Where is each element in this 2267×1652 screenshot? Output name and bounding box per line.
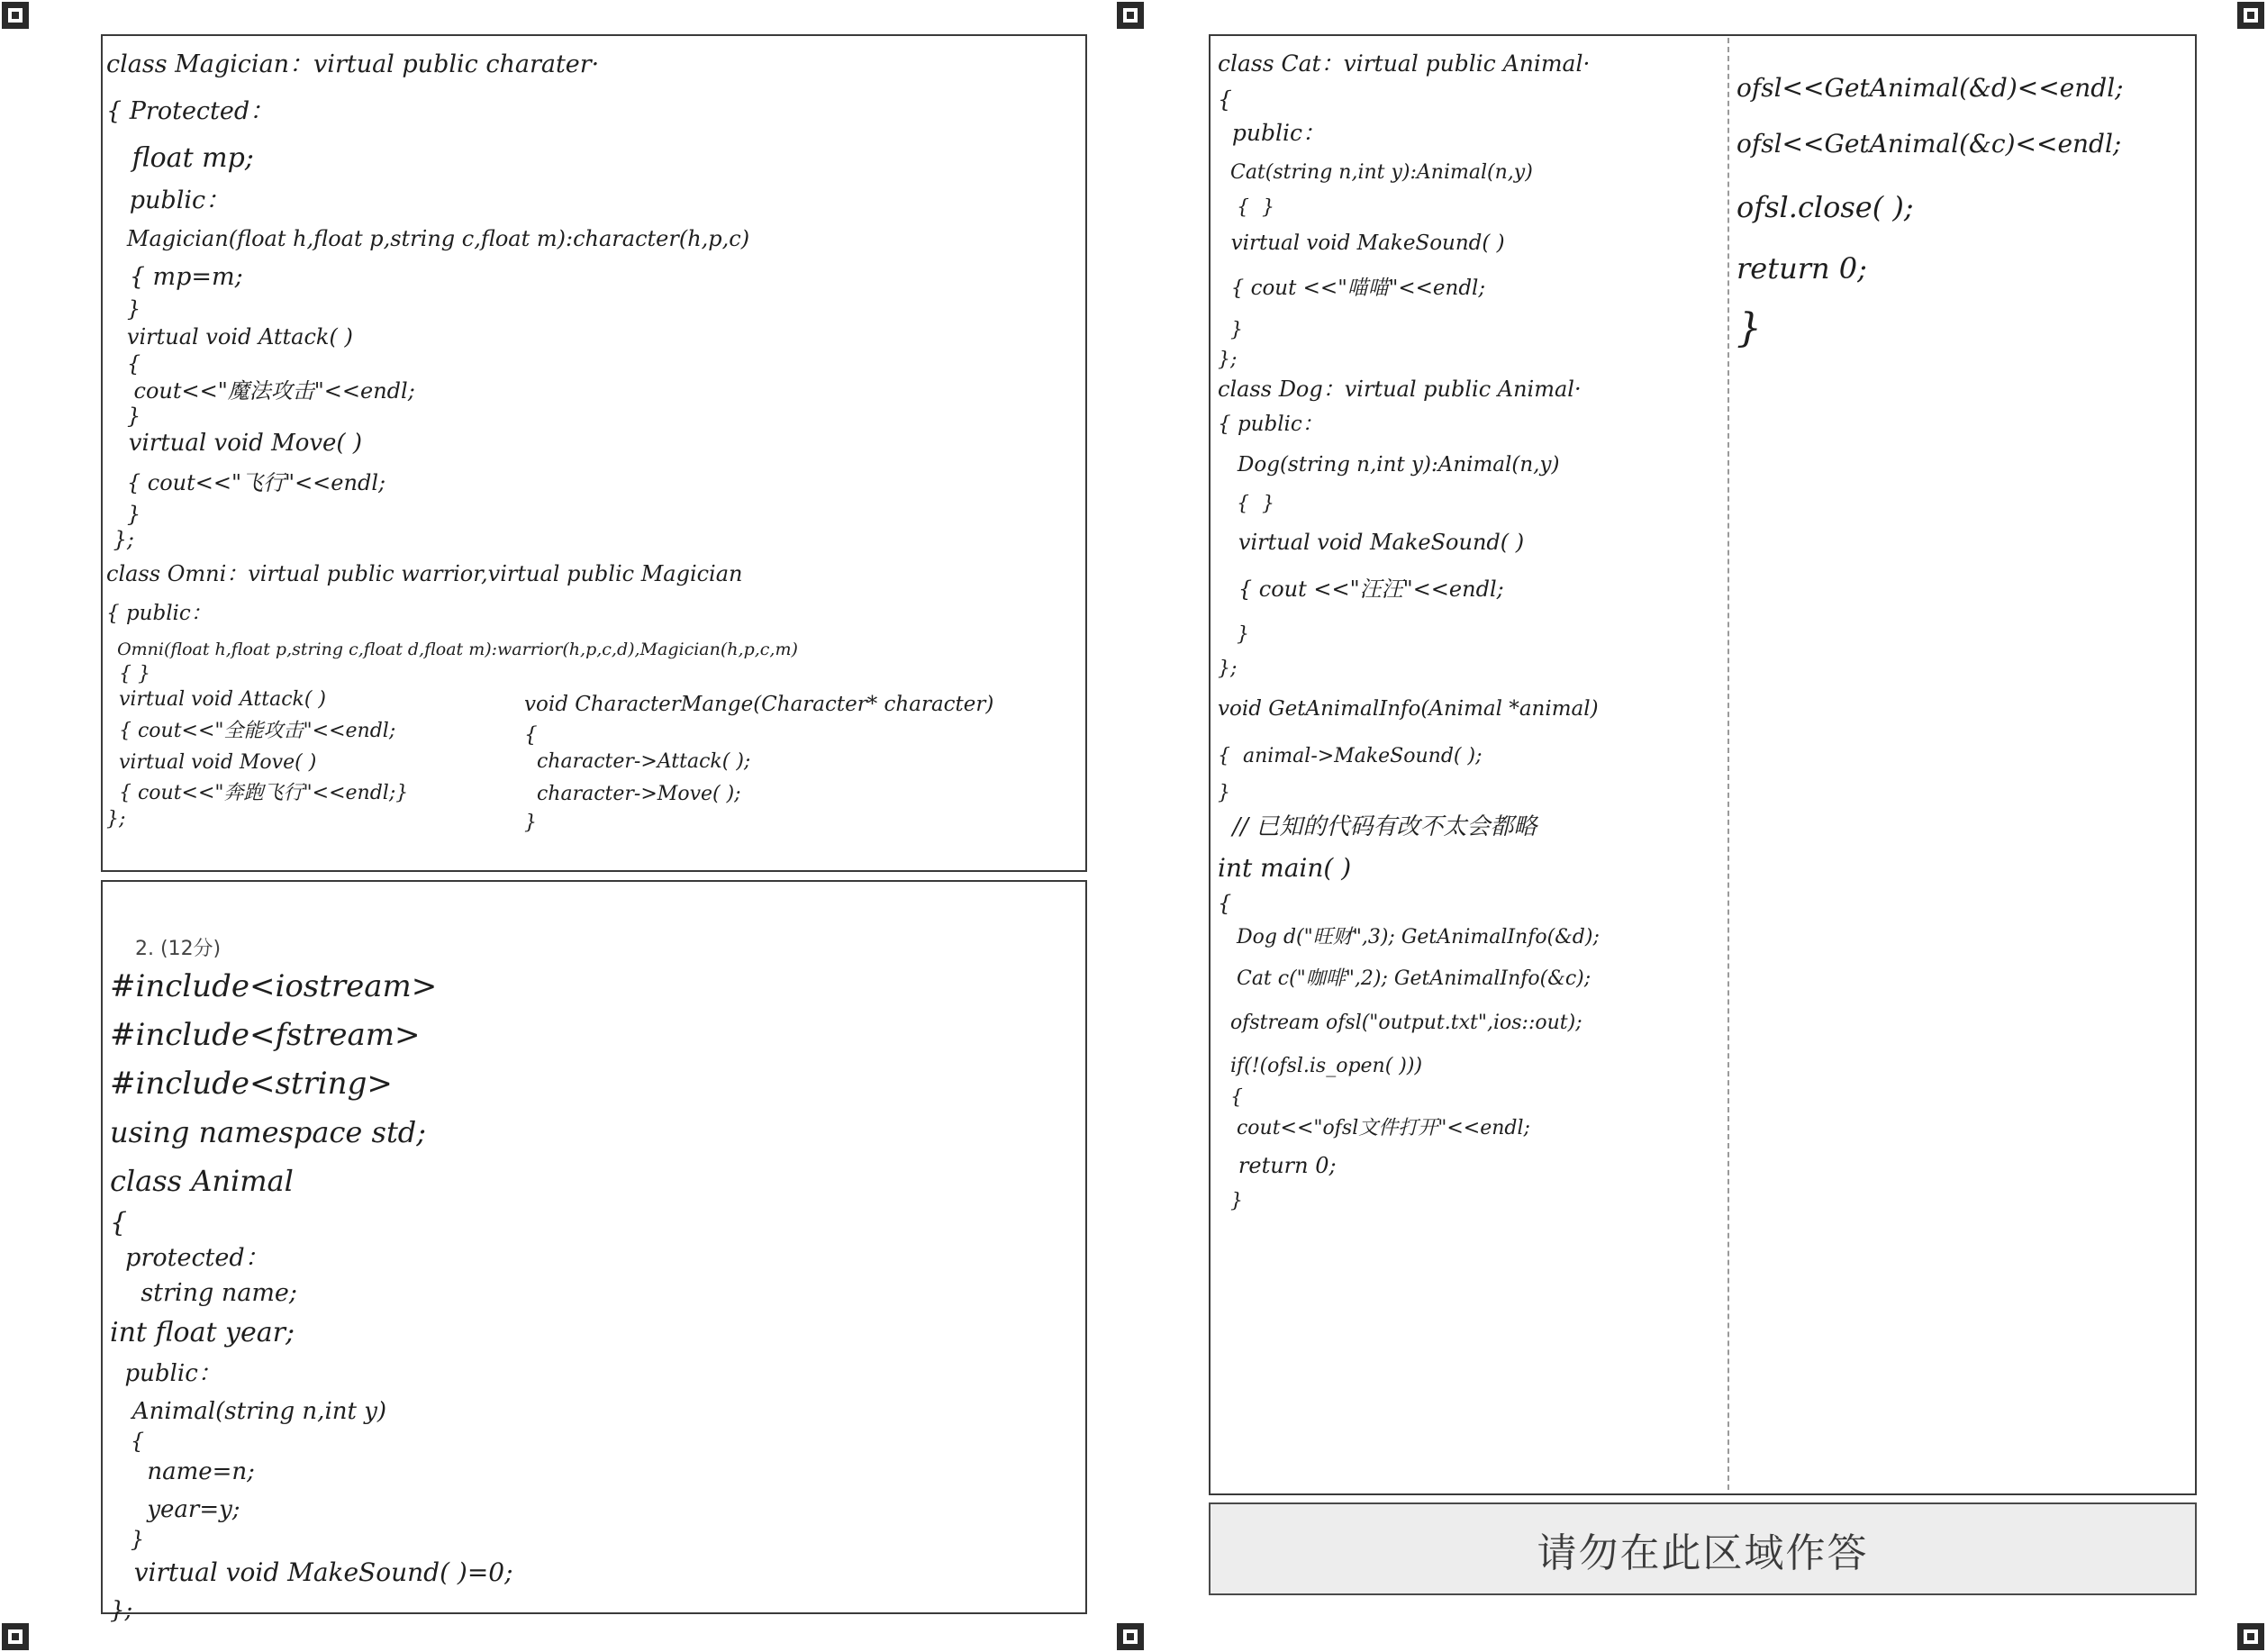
code-line: ofstream ofsl("output.txt",ios::out); [1218,1012,1582,1034]
code-line: ofsl.close( ); [1737,190,1914,224]
code-line: }; [1218,658,1238,680]
code-block-cat-dog-main [1218,41,1722,1220]
code-line: using namespace std; [110,1115,427,1149]
code-line: } [106,502,141,527]
code-line: }; [1218,349,1238,371]
code-line: cout<<"ofsl文件打开"<<endl; [1218,1117,1530,1139]
code-line: { [1218,86,1232,113]
code-line: int float year; [110,1317,295,1348]
no-answer-zone-label: 请勿在此区域作答 [1537,1529,1869,1576]
code-line: virtual void MakeSound( ) [1218,231,1505,255]
code-line: { [106,351,141,377]
code-line: virtual void Move( ) [106,430,362,457]
code-line: } [1218,1190,1243,1212]
code-block-animal [110,962,1074,1627]
code-line: name=n; [110,1458,255,1485]
code-block-character-manage [524,685,1029,836]
code-line: { [1218,1086,1243,1109]
code-line: Magician(float h,float p,string c,float m):character(h,p,c) [106,226,750,251]
code-line: } [106,296,141,322]
code-line: { public： [106,602,212,625]
code-line: { } [1218,196,1274,219]
code-line: { } [106,663,150,685]
code-line: float mp; [106,142,254,174]
column-divider [1727,38,1729,1490]
code-line: int main( ) [1218,853,1352,883]
code-line: }; [106,527,134,552]
code-line: class Omni：virtual public warrior,virtual public Magician [106,561,743,586]
code-line: { cout<<"飞行"<<endl; [106,470,386,495]
code-line: { animal->MakeSound( ); [1218,745,1483,767]
code-line: public： [110,1360,222,1387]
code-line: { cout<<"全能攻击"<<endl; [106,720,396,742]
code-line: { public： [1218,413,1323,436]
code-line: protected： [110,1244,269,1272]
code-line: class Dog：virtual public Animal· [1218,377,1582,402]
code-line: { cout <<"汪汪"<<endl; [1218,576,1504,602]
code-line: { [1218,891,1232,916]
code-line: return 0; [1737,251,1867,286]
code-line: virtual void Attack( ) [106,688,327,711]
code-line: class Cat：virtual public Animal· [1218,50,1591,77]
registration-marker-bottom-center [1117,1623,1144,1650]
code-line: } [1218,782,1230,804]
code-line: { } [1218,493,1274,515]
registration-marker-bottom-right [2237,1623,2264,1650]
code-line: ofsl<<GetAnimal(&d)<<endl; [1737,73,2124,103]
code-line: #include<string> [110,1066,393,1102]
code-line: year=y; [110,1496,240,1523]
code-line: virtual void Attack( ) [106,324,353,349]
code-line: #include<fstream> [110,1017,421,1053]
code-line: } [524,812,537,834]
code-line: string name; [110,1279,297,1307]
code-line: class Animal [110,1164,294,1198]
code-line: cout<<"魔法攻击"<<endl; [106,378,415,404]
code-line: return 0; [1218,1153,1337,1178]
code-line: class Magician：virtual public charater· [106,50,600,78]
no-answer-zone [1209,1502,2197,1595]
code-line: void CharacterMange(Character* character) [524,693,994,716]
code-line: { [110,1207,128,1239]
question-label: 2. (12分) [135,938,222,960]
code-line: }; [110,1597,133,1624]
code-line: character->Attack( ); [524,750,751,773]
code-line: } [1218,319,1243,341]
code-line: Dog d("旺财",3); GetAnimalInfo(&d); [1218,926,1600,949]
code-line: } [106,404,141,429]
code-line: Cat c("咖啡",2); GetAnimalInfo(&c); [1218,967,1591,990]
code-line: void GetAnimalInfo(Animal *animal) [1218,697,1599,721]
code-line: Omni(float h,float p,string c,float d,float m):warrior(h,p,c,d),Magician(h,p,c,m) [106,640,798,659]
code-line: #include<iostream> [110,968,438,1004]
registration-marker-top-right [2237,2,2264,29]
code-line: { cout<<"奔跑飞行"<<endl;} [106,782,409,804]
code-line: { mp=m; [106,263,243,291]
code-line: { [110,1429,145,1454]
code-line: // 已知的代码有改不太会都略 [1218,813,1537,840]
code-line: ofsl<<GetAnimal(&c)<<endl; [1737,129,2122,159]
code-block-main-continued [1737,63,2191,360]
code-line: } [1218,623,1249,646]
code-line: } [1737,305,1762,351]
registration-marker-bottom-left [2,1623,29,1650]
code-line: public： [1218,120,1325,146]
registration-marker-top-center [1117,2,1144,29]
code-line: public： [106,186,231,214]
code-line: { Protected： [106,97,275,125]
code-line: virtual void MakeSound( )=0; [110,1557,513,1587]
code-line: } [110,1527,145,1552]
code-line: Animal(string n,int y) [110,1398,387,1425]
code-line: if(!(ofsl.is_open( ))) [1218,1055,1423,1077]
code-line: }; [106,808,126,831]
code-line: { cout <<"喵喵"<<endl; [1218,277,1486,300]
code-line: virtual void Move( ) [106,751,317,774]
code-line: virtual void MakeSound( ) [1218,530,1525,555]
code-line: character->Move( ); [524,783,741,805]
code-line: Dog(string n,int y):Animal(n,y) [1218,453,1560,477]
code-line: Cat(string n,int y):Animal(n,y) [1218,161,1533,184]
registration-marker-top-left [2,2,29,29]
code-line: { [524,723,538,747]
